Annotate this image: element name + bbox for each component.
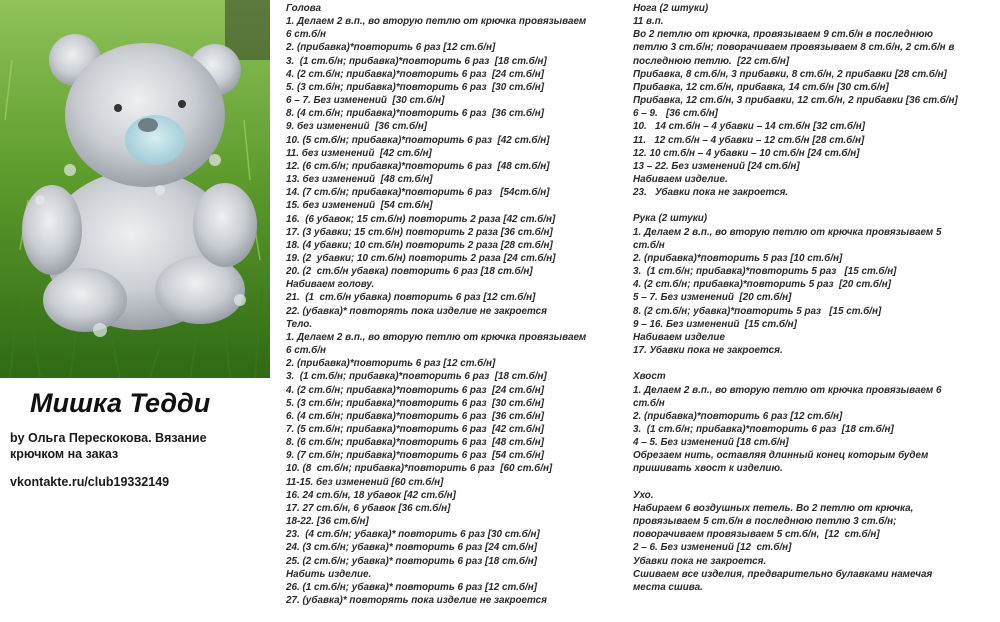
pattern-line: 3. (1 ст.б/н; прибавка)*повторить 6 раз [18 ст.б/н]: [286, 371, 547, 383]
page-title: Мишка Тедди: [30, 388, 211, 418]
pattern-line: 23. Убавки пока не закроется.: [633, 187, 789, 199]
pattern-line: 9 – 16. Без изменений [15 ст.б/н]: [633, 318, 797, 330]
pattern-column-limbs: [633, 2, 993, 594]
pattern-line: 6. (4 ст.б/н; прибавка)*повторить 6 раз [36 ст.б/н]: [286, 410, 544, 422]
pattern-line: 2. (прибавка)*повторить 6 раз [12 ст.б/н]: [286, 42, 496, 54]
pattern-line: Во 2 петлю от крючка, провязываем 9 ст.б/н в последнюю: [633, 29, 933, 41]
pattern-line: [633, 476, 993, 489]
pattern-line: Прибавка, 12 ст.б/н, 3 прибавки, 12 ст.б/н, 2 прибавки [36 ст.б/н]: [633, 95, 958, 107]
pattern-line: Набиваем изделие: [633, 331, 725, 343]
pattern-line: Нога (2 штуки): [633, 3, 709, 14]
pattern-line: Набиваем голову.: [286, 279, 375, 291]
pattern-line: 3. (1 ст.б/н; прибавка)*повторить 6 раз [18 ст.б/н]: [633, 423, 894, 435]
pattern-line: 9. без изменений [36 ст.б/н]: [286, 121, 428, 133]
pattern-line: 6 ст.б/н: [286, 29, 326, 41]
pattern-line: 10. (8 ст.б/н; прибавка)*повторить 6 раз [60 ст.б/н]: [286, 463, 553, 475]
pattern-line: 4. (2 ст.б/н; прибавка)*повторить 5 раз [20 ст.б/н]: [633, 279, 891, 291]
pattern-line: 5. (3 ст.б/н; прибавка)*повторить 6 раз [30 ст.б/н]: [286, 81, 544, 93]
pattern-line: 19. (2 убавки; 10 ст.б/н) повторить 2 раза [24 ст.б/н]: [286, 252, 556, 264]
pattern-line: 26. (1 ст.б/н; убавка)* повторить 6 раз [12 ст.б/н]: [286, 581, 537, 593]
pattern-line: 11. без изменений [42 ст.б/н]: [286, 147, 432, 159]
pattern-line: последнюю петлю. [22 ст.б/н]: [633, 55, 790, 67]
pattern-line: 23. (4 ст.б/н; убавка)* повторить 6 раз [30 ст.б/н]: [286, 529, 540, 541]
pattern-column-head-body: [286, 2, 626, 607]
pattern-line: 8. (2 ст.б/н; убавка)*повторить 5 раз [15 ст.б/н]: [633, 305, 882, 317]
pattern-line: 3. (1 ст.б/н; прибавка)*повторить 5 раз [15 ст.б/н]: [633, 266, 897, 278]
pattern-line: 20. (2 ст.б/н убавка) повторить 6 раз [18 ст.б/н]: [286, 266, 533, 278]
pattern-line: 25. (2 ст.б/н; убавка)* повторить 6 раз [18 ст.б/н]: [286, 555, 537, 567]
pattern-line: 13. без изменений [48 ст.б/н]: [286, 174, 433, 186]
pattern-line: 12. (6 ст.б/н; прибавка)*повторить 6 раз [48 ст.б/н]: [286, 160, 550, 172]
pattern-line: 16. (6 убавок; 15 ст.б/н) повторить 2 раза [42 ст.б/н]: [286, 213, 556, 225]
pattern-line: [633, 199, 993, 212]
pattern-line: 6 – 9. [36 ст.б/н]: [633, 108, 718, 120]
pattern-line: 8. (6 ст.б/н; прибавка)*повторить 6 раз [48 ст.б/н]: [286, 437, 544, 449]
pattern-line: 1. Делаем 2 в.п., во вторую петлю от крючка провязываем 5: [633, 226, 942, 238]
pattern-line: 21. (1 ст.б/н убавка) повторить 6 раз [12 ст.б/н]: [286, 292, 536, 304]
pattern-line: 11 в.п.: [633, 16, 664, 28]
pattern-line: 4. (2 ст.б/н; прибавка)*повторить 6 раз [24 ст.б/н]: [286, 384, 544, 396]
pattern-line: места сшива.: [633, 581, 703, 593]
pattern-line: 1. Делаем 2 в.п., во вторую петлю от крючка провязываем: [286, 16, 587, 28]
pattern-line: Прибавка, 8 ст.б/н, 3 прибавки, 8 ст.б/н, 2 прибавки [28 ст.б/н]: [633, 68, 947, 80]
pattern-line: ст.б/н: [633, 397, 665, 409]
teddy-photo: [0, 0, 270, 378]
pattern-line: провязываем 5 ст.б/н в последнюю петлю 3 ст.б/н;: [633, 516, 897, 528]
pattern-line: 13 – 22. Без изменений [24 ст.б/н]: [633, 160, 800, 172]
pattern-line: 18. (4 убавки; 10 ст.б/н) повторить 2 раза [28 ст.б/н]: [286, 239, 553, 251]
pattern-line: [633, 357, 993, 370]
pattern-line: Прибавка, 12 ст.б/н, прибавка, 14 ст.б/н [30 ст.б/н]: [633, 81, 889, 93]
pattern-line: 16. 24 ст.б/н, 18 убавок [42 ст.б/н]: [286, 489, 456, 501]
pattern-line: Голова: [286, 3, 321, 14]
pattern-line: 17. Убавки пока не закроется.: [633, 345, 783, 357]
pattern-line: 18-22. [36 ст.б/н]: [286, 516, 369, 528]
pattern-line: 2. (прибавка)*повторить 6 раз [12 ст.б/н]: [633, 410, 843, 422]
pattern-line: 14. (7 ст.б/н; прибавка)*повторить 6 раз [54ст.б/н]: [286, 187, 550, 199]
pattern-line: 27. (убавка)* повторять пока изделие не закроется: [286, 595, 547, 607]
pattern-line: 2 – 6. Без изменений [12 ст.б/н]: [633, 542, 792, 554]
pattern-line: 1. Делаем 2 в.п., во вторую петлю от крючка провязываем 6: [633, 384, 942, 396]
pattern-line: 6 ст.б/н: [286, 345, 326, 357]
pattern-line: 11. 12 ст.б/н – 4 убавки – 12 ст.б/н [28 ст.б/н]: [633, 134, 865, 146]
pattern-line: поворачиваем провязываем 5 ст.б/н, [12 ст.б/н]: [633, 529, 880, 541]
pattern-line: Набить изделие.: [286, 568, 372, 580]
pattern-line: 4 – 5. Без изменений [18 ст.б/н]: [633, 437, 789, 449]
pattern-line: 17. 27 ст.б/н, 6 убавок [36 ст.б/н]: [286, 502, 451, 514]
pattern-line: 5 – 7. Без изменений [20 ст.б/н]: [633, 292, 792, 304]
pattern-line: Обрезаем нить, оставляя длинный конец которым будем: [633, 450, 929, 462]
pattern-line: 2. (прибавка)*повторить 6 раз [12 ст.б/н]: [286, 358, 496, 370]
pattern-line: Набиваем изделие.: [633, 174, 728, 186]
pattern-line: 7. (5 ст.б/н; прибавка)*повторить 6 раз [42 ст.б/н]: [286, 424, 544, 435]
pattern-line: 3. (1 ст.б/н; прибавка)*повторить 6 раз [18 ст.б/н]: [286, 55, 547, 67]
pattern-line: петлю 3 ст.б/н; поворачиваем провязываем 8 ст.б/н, 2 ст.б/н в: [633, 42, 955, 54]
pattern-line: 4. (2 ст.б/н; прибавка)*повторить 6 раз [24 ст.б/н]: [286, 68, 544, 80]
pattern-line: 9. (7 ст.б/н; прибавка)*повторить 6 раз [54 ст.б/н]: [286, 450, 544, 462]
pattern-line: Набираем 6 воздушных петель. Во 2 петлю от крючка,: [633, 502, 914, 514]
pattern-line: 8. (4 ст.б/н; прибавка)*повторить 6 раз [36 ст.б/н]: [286, 108, 544, 120]
author-byline: by Ольга Перескокова. Вязание крючком на заказ: [10, 431, 207, 461]
pattern-line: 5. (3 ст.б/н; прибавка)*повторить 6 раз [30 ст.б/н]: [286, 397, 544, 409]
pattern-line: 11-15. без изменений [60 ст.б/н]: [286, 476, 444, 488]
pattern-line: 24. (3 ст.б/н; убавка)* повторить 6 раз [24 ст.б/н]: [286, 542, 537, 554]
pattern-line: 6 – 7. Без изменений [30 ст.б/н]: [286, 95, 445, 107]
source-link[interactable]: vkontakte.ru/club19332149: [10, 475, 170, 489]
pattern-line: 12. 10 ст.б/н – 4 убавки – 10 ст.б/н [24 ст.б/н]: [633, 147, 860, 159]
pattern-line: ст.б/н: [633, 239, 665, 251]
pattern-line: 10. 14 ст.б/н – 4 убавки – 14 ст.б/н [32 ст.б/н]: [633, 121, 865, 133]
pattern-line: Убавки пока не закроется.: [633, 555, 767, 567]
pattern-line: 10. (5 ст.б/н; прибавка)*повторить 6 раз [42 ст.б/н]: [286, 134, 550, 146]
pattern-line: Рука (2 штуки): [633, 213, 708, 225]
teddy-bear-illustration: [0, 0, 270, 378]
pattern-line: Тело.: [286, 318, 313, 330]
pattern-line: 22. (убавка)* повторять пока изделие не закроется: [286, 305, 547, 317]
pattern-line: 15. без изменений [54 ст.б/н]: [286, 200, 433, 212]
pattern-line: Хвост: [633, 371, 666, 383]
pattern-line: Ухо.: [633, 489, 654, 501]
pattern-line: Сшиваем все изделия, предварительно булавками намечая: [633, 568, 933, 580]
pattern-line: 17. (3 убавки; 15 ст.б/н) повторить 2 раза [36 ст.б/н]: [286, 226, 553, 238]
pattern-line: пришивать хвост к изделию.: [633, 463, 783, 475]
pattern-line: 2. (прибавка)*повторить 5 раз [10 ст.б/н]: [633, 252, 843, 264]
pattern-line: 1. Делаем 2 в.п., во вторую петлю от крючка провязываем: [286, 331, 587, 343]
